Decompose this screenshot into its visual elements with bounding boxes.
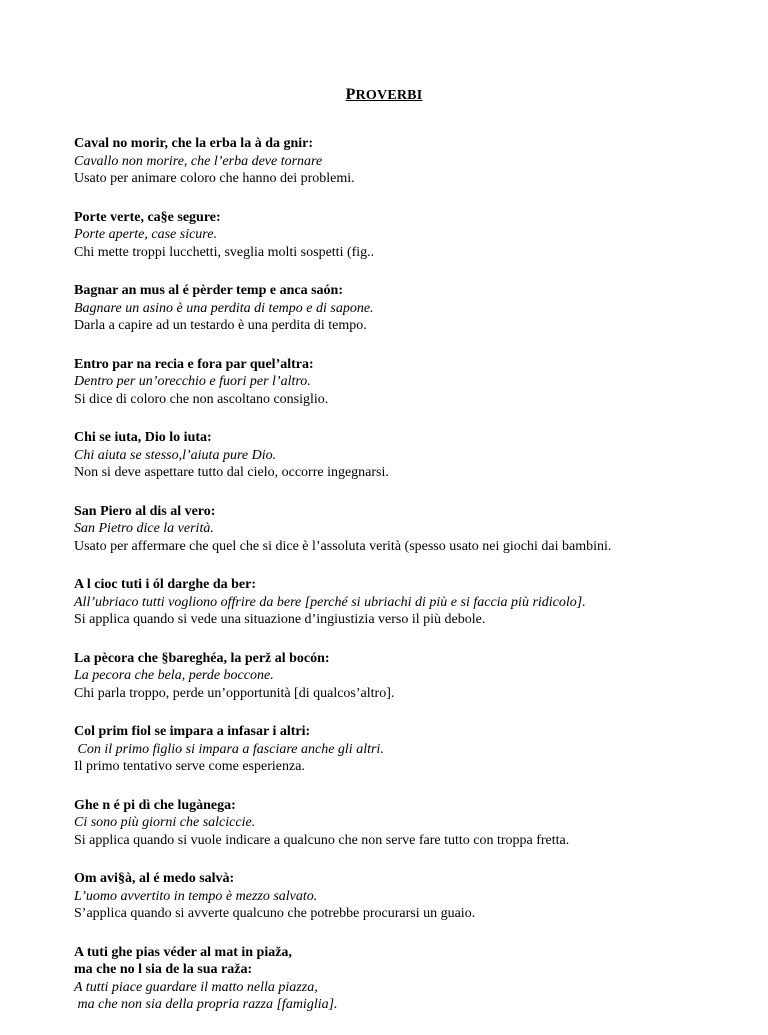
- proverb-translation: Con il primo figlio si impara a fasciare anche gli altri.: [74, 741, 384, 757]
- proverb-dialect: Ghe n é pi dì che lugànega:: [74, 797, 236, 813]
- proverb-meaning: Darla a capire ad un testardo è una perdita di tempo.: [74, 318, 367, 333]
- proverb-list: [74, 135, 754, 1035]
- proverb-meaning: Usato per animare coloro che hanno dei problemi.: [74, 171, 355, 186]
- proverb-meaning: S’applica quando si avverte qualcuno che potrebbe procurarsi un guaio.: [74, 906, 476, 921]
- proverb-entry: [74, 135, 754, 188]
- proverb-meaning: Si applica quando si vede una situazione d’ingiustizia verso il più debole.: [74, 612, 486, 627]
- proverb-entry: [74, 503, 754, 556]
- proverb-dialect: Om avi§à, al é medo salvà:: [74, 871, 235, 886]
- proverb-translation: L’uomo avvertito in tempo è mezzo salvato.: [74, 888, 318, 904]
- proverb-translation: Dentro per un’orecchio e fuori per l’altro.: [74, 374, 311, 389]
- proverb-dialect: Chi se iuta, Dio lo iuta:: [74, 430, 212, 445]
- proverb-dialect: San Piero al dis al vero:: [74, 503, 216, 519]
- proverb-translation: Ci sono più giorni che salciccie.: [74, 815, 256, 830]
- proverb-dialect: Porte verte, ca§e segure:: [74, 209, 221, 225]
- proverb-entry: [74, 944, 754, 1014]
- proverb-entry: [74, 282, 754, 335]
- page-title: [74, 86, 694, 104]
- proverb-translation: A tutti piace guardare il matto nella piazza, ma che non sia della propria razza [famiglia].: [74, 979, 338, 1012]
- proverb-entry: [74, 576, 754, 629]
- proverb-dialect: Entro par na recia e fora par quel’altra:: [74, 356, 314, 372]
- proverb-meaning: Chi parla troppo, perde un’opportunità [di qualcos’altro].: [74, 685, 395, 701]
- title-initial: P: [345, 86, 356, 103]
- proverb-entry: [74, 429, 754, 482]
- proverb-dialect: Bagnar an mus al é pèrder temp e anca saón:: [74, 283, 343, 298]
- proverb-translation: San Pietro dice la verità.: [74, 521, 214, 536]
- proverb-translation: Porte aperte, case sicure.: [74, 227, 217, 242]
- proverb-meaning: Si dice di coloro che non ascoltano consiglio.: [74, 391, 329, 407]
- proverb-entry: [74, 870, 754, 923]
- proverb-meaning: Usato per affermare che quel che si dice è l’assoluta verità (spesso usato nei giochi dai bambini.: [74, 538, 612, 554]
- proverb-entry: [74, 723, 754, 776]
- title-rest: ROVERBI: [355, 88, 423, 103]
- proverb-meaning: Non si deve aspettare tutto dal cielo, occorre ingegnarsi.: [74, 465, 389, 480]
- proverb-translation: Chi aiuta se stesso,l’aiuta pure Dio.: [74, 447, 277, 463]
- proverb-dialect: Col prim fiol se impara a infasar i altri:: [74, 724, 311, 739]
- proverb-dialect: La pècora che §bareghéa, la perž al bocón:: [74, 650, 330, 666]
- proverb-dialect: Caval no morir, che la erba la à da gnir:: [74, 136, 314, 151]
- proverb-entry: [74, 209, 754, 262]
- proverb-dialect: A l cioc tuti i ól darghe da ber:: [74, 577, 256, 592]
- proverb-meaning: Si applica quando si vuole indicare a qualcuno che non serve fare tutto con troppa fretta.: [74, 832, 570, 848]
- proverb-dialect: A tuti ghe pias véder al mat in piaža, ma che no l sia de la sua raža:: [74, 944, 292, 977]
- proverb-translation: La pecora che bela, perde boccone.: [74, 668, 274, 683]
- proverb-meaning: Chi mette troppi lucchetti, sveglia molti sospetti (fig..: [74, 244, 375, 260]
- proverb-entry: [74, 797, 754, 850]
- proverb-translation: Bagnare un asino è una perdita di tempo e di sapone.: [74, 300, 374, 316]
- document-page: [74, 0, 754, 1012]
- proverb-translation: Cavallo non morire, che l’erba deve tornare: [74, 153, 323, 169]
- proverb-entry: [74, 650, 754, 703]
- proverb-entry: [74, 356, 754, 409]
- proverb-translation: All’ubriaco tutti vogliono offrire da bere [perché si ubriachi di più e si faccia più ridicolo].: [74, 594, 586, 610]
- proverb-meaning: Il primo tentativo serve come esperienza.: [74, 759, 305, 774]
